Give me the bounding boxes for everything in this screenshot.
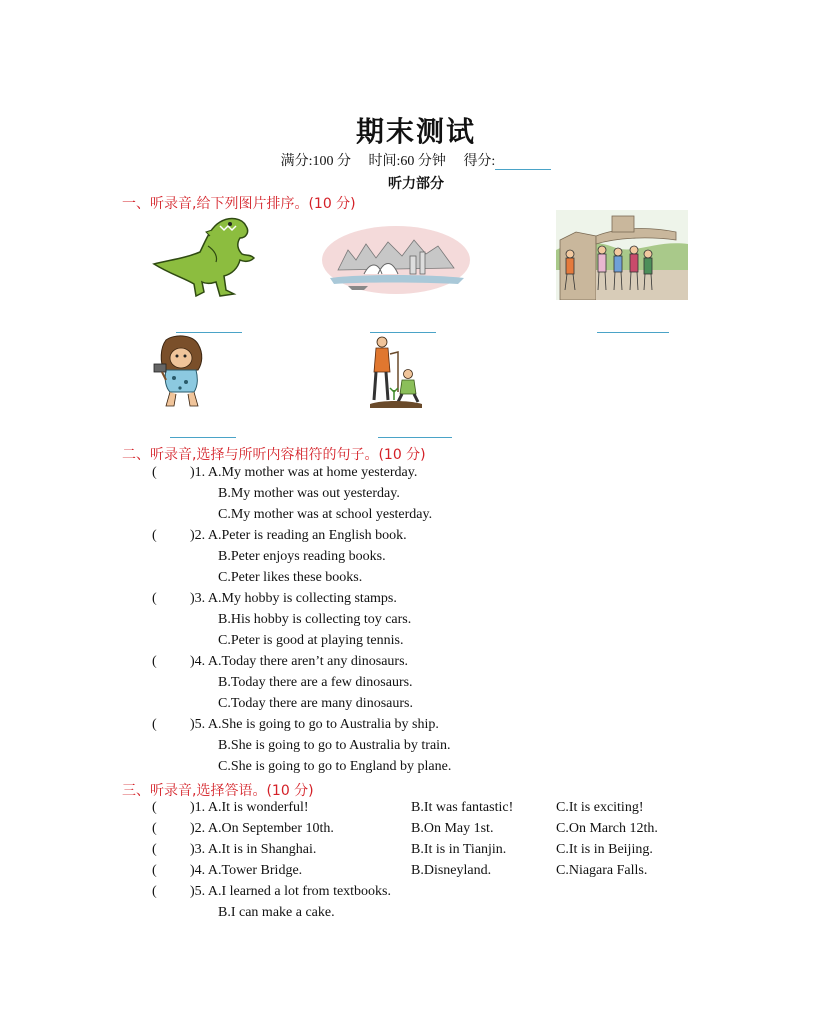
answer-blank-4[interactable] bbox=[170, 437, 236, 438]
question-number: )3. bbox=[190, 842, 208, 857]
dinosaur-icon bbox=[150, 212, 262, 302]
question-number: )2. bbox=[190, 528, 208, 543]
option-a: A.On September 10th. bbox=[207, 821, 334, 836]
answer-blank-2[interactable] bbox=[370, 332, 436, 333]
answer-paren[interactable]: ( bbox=[152, 821, 157, 836]
option-a: A.Peter is reading an English book. bbox=[207, 528, 407, 543]
option-b: B.I can make a cake. bbox=[218, 905, 335, 920]
option-c: C.Peter likes these books. bbox=[218, 570, 363, 585]
answer-paren[interactable]: ( bbox=[152, 800, 157, 815]
option-c: C.Niagara Falls. bbox=[556, 863, 648, 878]
option-a: A.She is going to go to Australia by ship. bbox=[207, 717, 439, 732]
option-b: B.Peter enjoys reading books. bbox=[218, 549, 386, 564]
answer-paren[interactable]: ( bbox=[152, 465, 157, 480]
answer-paren[interactable]: ( bbox=[152, 842, 157, 857]
option-b: B.She is going to go to Australia by train. bbox=[218, 738, 451, 753]
section1-heading: 一、听录音,给下列图片排序。(10 分) bbox=[122, 196, 356, 212]
people-planting-icon bbox=[368, 334, 424, 412]
option-a: A.My hobby is collecting stamps. bbox=[207, 591, 397, 606]
exam-meta bbox=[0, 150, 832, 170]
full-score: 满分:100 分 bbox=[280, 154, 352, 169]
section2-heading: 二、听录音,选择与所听内容相符的句子。(10 分) bbox=[122, 447, 426, 463]
score-field bbox=[463, 154, 551, 169]
question-line bbox=[190, 842, 316, 858]
option-c: C.On March 12th. bbox=[556, 821, 658, 836]
great-wall-tourists-icon bbox=[556, 210, 688, 300]
option-c: C.My mother was at school yesterday. bbox=[218, 507, 433, 522]
score-blank[interactable] bbox=[495, 155, 551, 170]
question-number: )4. bbox=[190, 863, 208, 878]
score-label: 得分: bbox=[463, 154, 496, 169]
question-line bbox=[190, 717, 439, 733]
option-b: B.Today there are a few dinosaurs. bbox=[218, 675, 413, 690]
question-line bbox=[190, 821, 334, 837]
caveman-icon bbox=[152, 334, 210, 410]
option-b: B.His hobby is collecting toy cars. bbox=[218, 612, 412, 627]
option-a: A.My mother was at home yesterday. bbox=[207, 465, 418, 480]
option-c: C.Peter is good at playing tennis. bbox=[218, 633, 404, 648]
answer-paren[interactable]: ( bbox=[152, 528, 157, 543]
answer-paren[interactable]: ( bbox=[152, 884, 157, 899]
question-line bbox=[190, 465, 417, 481]
option-a: A.I learned a lot from textbooks. bbox=[207, 884, 392, 899]
question-number: )1. bbox=[190, 800, 208, 815]
question-line bbox=[190, 591, 397, 607]
option-a: A.It is wonderful! bbox=[207, 800, 309, 815]
option-b: B.It is in Tianjin. bbox=[411, 842, 507, 857]
answer-paren[interactable]: ( bbox=[152, 863, 157, 878]
option-b: B.On May 1st. bbox=[411, 821, 494, 836]
question-number: )5. bbox=[190, 884, 208, 899]
question-line bbox=[190, 863, 302, 879]
answer-paren[interactable]: ( bbox=[152, 654, 157, 669]
option-b: B.It was fantastic! bbox=[411, 800, 514, 815]
page-title: 期末测试 bbox=[355, 115, 476, 148]
option-a: A.Tower Bridge. bbox=[207, 863, 303, 878]
answer-paren[interactable]: ( bbox=[152, 591, 157, 606]
question-line bbox=[190, 800, 309, 816]
part-label: 听力部分 bbox=[388, 176, 444, 192]
question-number: )4. bbox=[190, 654, 208, 669]
answer-blank-1[interactable] bbox=[176, 332, 242, 333]
option-a: A.It is in Shanghai. bbox=[207, 842, 317, 857]
answer-paren[interactable]: ( bbox=[152, 717, 157, 732]
answer-blank-5[interactable] bbox=[378, 437, 452, 438]
question-number: )1. bbox=[190, 465, 208, 480]
question-line bbox=[190, 654, 408, 670]
option-c: C.It is in Beijing. bbox=[556, 842, 653, 857]
question-number: )3. bbox=[190, 591, 208, 606]
option-c: C.It is exciting! bbox=[556, 800, 644, 815]
option-a: A.Today there aren’t any dinosaurs. bbox=[207, 654, 409, 669]
question-line bbox=[190, 528, 407, 544]
question-number: )2. bbox=[190, 821, 208, 836]
option-c: C.She is going to go to England by plane. bbox=[218, 759, 452, 774]
option-c: C.Today there are many dinosaurs. bbox=[218, 696, 413, 711]
time-limit: 时间:60 分钟 bbox=[368, 154, 446, 169]
option-b: B.Disneyland. bbox=[411, 863, 492, 878]
answer-blank-3[interactable] bbox=[597, 332, 669, 333]
city-harbor-icon bbox=[318, 220, 474, 300]
option-b: B.My mother was out yesterday. bbox=[218, 486, 400, 501]
question-number: )5. bbox=[190, 717, 208, 732]
section3-heading: 三、听录音,选择答语。(10 分) bbox=[122, 783, 314, 799]
question-line bbox=[190, 884, 391, 900]
